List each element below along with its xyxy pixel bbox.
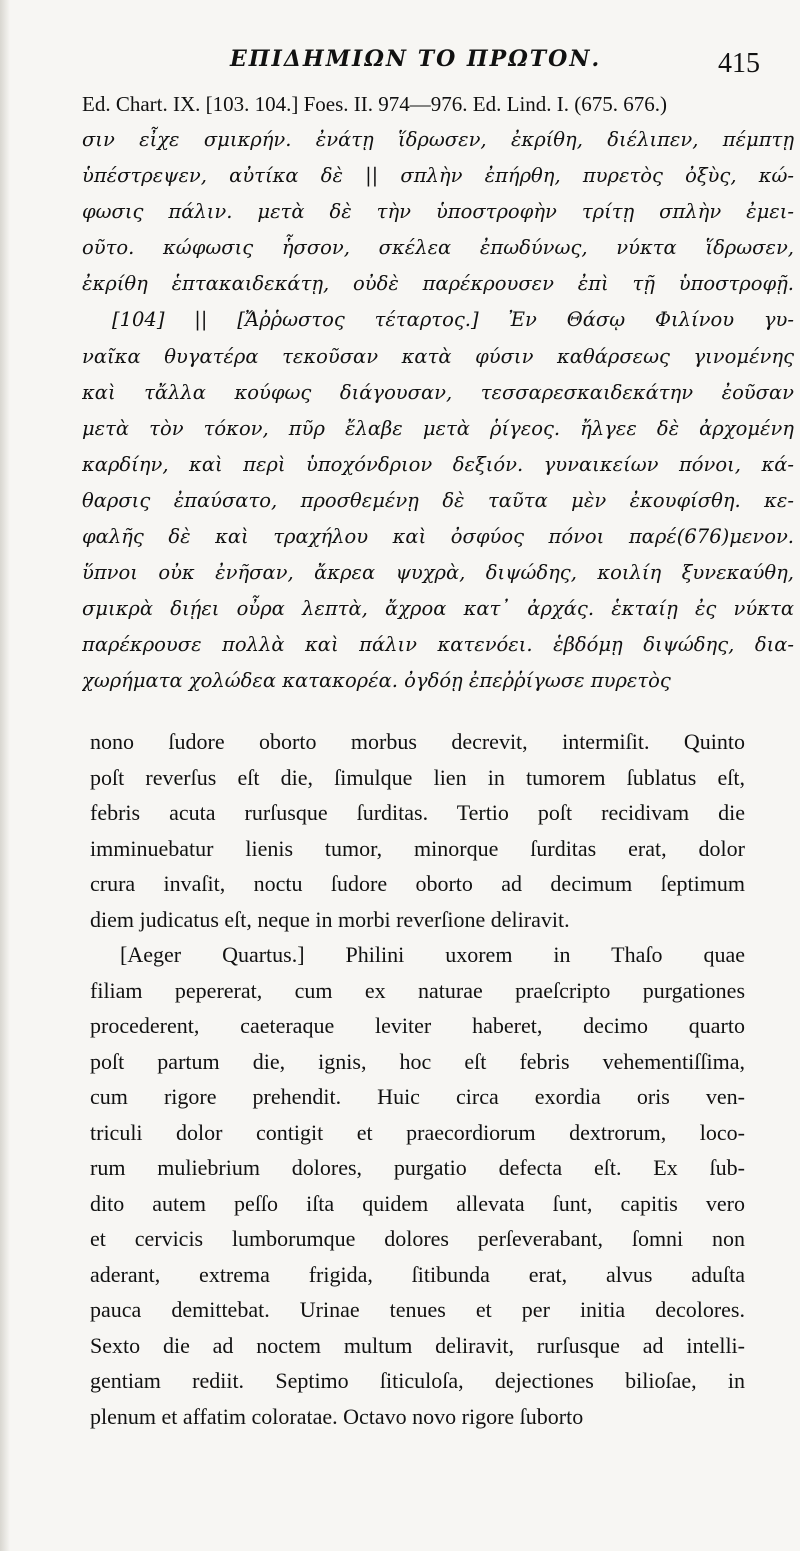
latin-line: imminuebatur lienis tumor, minorque ſurditas erat, dolor [90,835,745,861]
latin-line: rum muliebrium dolores, purgatio defecta eſt. Ex ſub- [90,1155,745,1180]
edition-references: Ed. Chart. IX. [103. 104.] Foes. II. 974—976. Ed. Lind. I. (675. 676.) [82,92,668,116]
greek-line: θαρσις ἐπαύσατο, προσθεμένῃ δὲ ταῦτα μὲν ἐκουφίσθη. κε- [82,488,794,512]
greek-line: φαλῆς δὲ καὶ τραχήλου καὶ ὀσφύος πόνοι παρέ(676)μενον. [82,525,794,549]
latin-line: triculi dolor contigit et praecordiorum dextrorum, loco- [90,1119,745,1145]
latin-line: Sexto die ad noctem multum deliravit, rurſusque ad intelli- [90,1332,745,1358]
greek-line: σιν εἶχε σμικρήν. ἐνάτῃ ἵδρωσεν, ἐκρίθη, διέλιπεν, πέμπτῃ [82,128,794,151]
greek-line: χωρήματα χολώδεα κατακορέα. ὀγδόῃ ἐπεῤῥίγωσε πυρετὸς [82,669,671,693]
greek-line: ὕπνοι οὐκ ἐνῆσαν, ἄκρεα ψυχρὰ, διψώδης, κοιλίη ξυνεκαύθη, [82,561,794,585]
latin-line: crura invaſit, noctu ſudore oborto ad decimum ſeptimum [90,871,745,896]
greek-line: φωσις πάλιν. μετὰ δὲ τὴν ὑποστροφὴν τρίτῃ σπλὴν ἐμει- [82,200,794,224]
running-title: ΕΠΙΔΗΜΙΩΝ ΤΟ ΠΡΩΤΟΝ. [230,46,602,72]
latin-line: gentiam rediit. Septimo ſiticuloſa, dejectiones bilioſae, in [90,1368,745,1393]
latin-line: poſt reverſus eſt die, ſimulque lien in tumorem ſublatus eſt, [90,764,745,790]
greek-line: παρέκρουσε πολλὰ καὶ πάλιν κατενόει. ἑβδόμῃ διψώδης, δια- [82,633,794,657]
latin-line: plenum et affatim coloratae. Octavo novo rigore ſuborto [90,1403,584,1429]
page-number: 415 [718,48,760,79]
latin-line: pauca demittebat. Urinae tenues et per initia decolores. [90,1297,745,1322]
latin-line: cum rigore prehendit. Huic circa exordia oris ven- [90,1084,745,1109]
latin-line: et cervicis lumborumque dolores perſeverabant, ſomni non [90,1226,745,1251]
greek-line: ναῖκα θυγατέρα τεκοῦσαν κατὰ φύσιν καθάρσεως γινομένης [82,344,794,368]
greek-line: καρδίην, καὶ περὶ ὑποχόνδριον δεξιόν. γυναικείων πόνοι, κά- [82,452,794,476]
latin-line: procederent, caeteraque leviter haberet, decimo quarto [90,1013,745,1038]
latin-line: dito autem peſſo iſta quidem allevata ſunt, capitis vero [90,1190,745,1216]
greek-text-block [82,122,794,700]
latin-line: aderant, extrema frigida, ſitibunda erat, alvus aduſta [90,1261,745,1287]
latin-line: filiam pepererat, cum ex naturae praeſcripto purgationes [90,977,745,1003]
greek-line: μετὰ τὸν τόκον, πῦρ ἔλαβε μετὰ ῥίγεος. ἤλγεε δὲ ἀρχομένη [82,416,794,440]
page-header [200,42,760,86]
greek-line: [104] || [Ἄῤῥωστος τέταρτος.] Ἐν Θάσῳ Φιλίνου γυ- [112,308,794,332]
page-gutter-shadow [0,0,10,1551]
latin-line: poſt partum die, ignis, hoc eſt febris vehementiſſima, [90,1048,745,1074]
latin-line: nono ſudore oborto morbus decrevit, intermiſit. Quinto [90,729,745,754]
latin-line: diem judicatus eſt, neque in morbi reverſione deliravit. [90,906,570,932]
latin-text-block [90,724,745,1434]
latin-line: febris acuta rurſusque ſurditas. Tertio poſt recidivam die [90,800,745,825]
greek-line: σμικρὰ διῄει οὖρα λεπτὰ, ἄχροα κατ᾿ ἀρχάς. ἑκταίῃ ἐς νύκτα [82,597,794,621]
latin-line: [Aeger Quartus.] Philini uxorem in Thaſo quae [120,942,745,967]
greek-line: καὶ τἄλλα κούφως διάγουσαν, τεσσαρεσκαιδεκάτην ἐοῦσαν [82,380,794,404]
greek-line: οῦτο. κώφωσις ἧσσον, σκέλεα ἐπωδύνως, νύκτα ἵδρωσεν, [82,236,794,260]
greek-line: ὑπέστρεψεν, αὐτίκα δὲ || σπλὴν ἐπήρθη, πυρετὸς ὀξὺς, κώ- [82,164,794,188]
greek-line: ἐκρίθη ἑπτακαιδεκάτῃ, οὐδὲ παρέκρουσεν ἐπὶ τῇ ὑποστροφῇ. [82,272,794,296]
